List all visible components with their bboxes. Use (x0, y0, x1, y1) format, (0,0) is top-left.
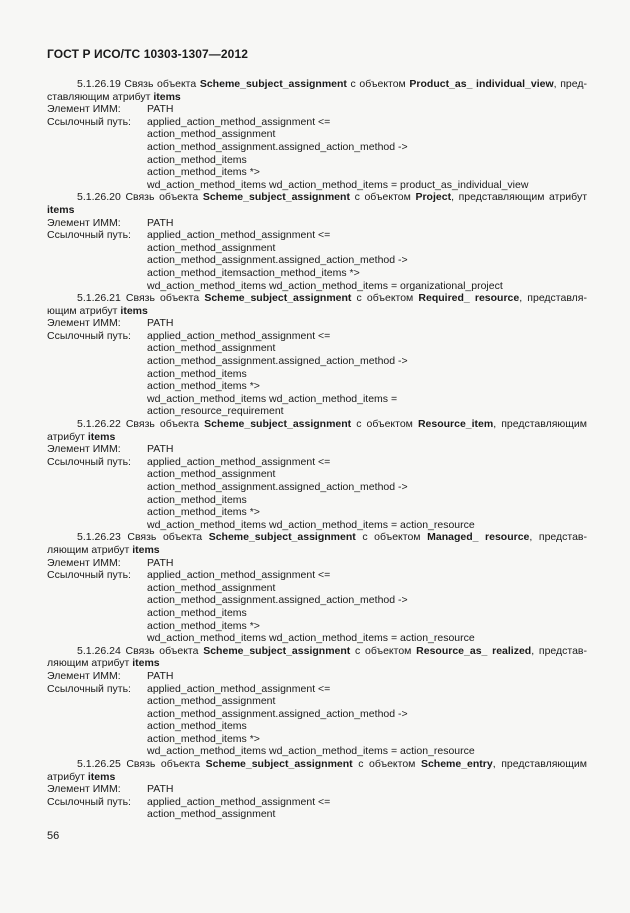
element-row (47, 670, 587, 683)
path-row (47, 745, 587, 758)
path-label-spacer (47, 393, 147, 406)
heading-text-before: Связь объекта (124, 78, 197, 90)
path-label-spacer (47, 141, 147, 154)
path-row (47, 569, 587, 582)
path-line: wd_action_method_items wd_action_method_items = action_resource (147, 745, 475, 758)
path-row (47, 116, 587, 129)
path-line: action_method_items (147, 367, 247, 380)
path-line: action_method_itemsaction_method_items *> (147, 266, 360, 279)
path-row (47, 494, 587, 507)
target-object-name: Product_as_ individual_view (409, 78, 554, 90)
heading-text-before: Связь объекта (125, 644, 199, 657)
element-value: PATH (147, 443, 174, 456)
path-label: Ссылочный путь: (47, 455, 131, 468)
path-line: action_method_items *> (147, 732, 260, 745)
mapping-section (47, 292, 587, 418)
object-name: Scheme_subject_assignment (203, 644, 351, 657)
target-object-name: Resource_as_ realized (416, 644, 532, 657)
path-label-spacer (47, 695, 147, 708)
section-number: 5.1.26.22 (77, 418, 121, 431)
element-value: PATH (147, 783, 174, 796)
section-heading (47, 292, 587, 317)
path-label-spacer (47, 154, 147, 167)
path-line: action_method_items (147, 720, 247, 733)
path-line: wd_action_method_items wd_action_method_items = action_resource (147, 518, 475, 531)
path-line: action_method_assignment (147, 468, 276, 481)
heading-text-before: Связь объекта (125, 418, 200, 431)
path-row (47, 380, 587, 393)
heading-text-mid: с объектом (350, 78, 406, 90)
path-row (47, 695, 587, 708)
path-label-spacer (47, 355, 147, 368)
section-number: 5.1.26.20 (77, 191, 121, 204)
section-heading (47, 418, 587, 443)
path-label-spacer (47, 745, 147, 758)
heading-text-after: , представляющим атрибут (47, 418, 587, 443)
path-line: wd_action_method_items wd_action_method_items = organizational_project (147, 279, 503, 292)
path-row (47, 683, 587, 696)
path-label-spacer (47, 808, 147, 821)
path-line: action_method_assignment (147, 128, 276, 141)
path-row (47, 229, 587, 242)
path-row (47, 179, 587, 192)
section-number: 5.1.26.25 (77, 758, 121, 771)
path-label-spacer (47, 632, 147, 645)
mapping-section (47, 191, 587, 292)
section-heading (47, 78, 587, 103)
path-label-spacer (47, 494, 147, 507)
path-line: action_method_items *> (147, 619, 260, 632)
path-line: applied_action_method_assignment <= (147, 795, 331, 808)
section-heading (47, 645, 587, 670)
element-label: Элемент ИММ: (47, 317, 121, 330)
attribute-name: items (87, 430, 116, 443)
path-line: wd_action_method_items wd_action_method_items = (147, 392, 398, 405)
path-line: action_method_assignment (147, 241, 276, 254)
element-value: PATH (147, 556, 174, 569)
path-row (47, 342, 587, 355)
element-row (47, 103, 587, 116)
path-row (47, 128, 587, 141)
path-line: action_method_items *> (147, 506, 260, 519)
heading-text-before: Связь объекта (125, 292, 200, 305)
path-row (47, 254, 587, 267)
section-heading (47, 531, 587, 556)
path-line: action_method_assignment.assigned_action_method -> (147, 140, 408, 153)
element-label: Элемент ИММ: (47, 556, 121, 569)
path-label: Ссылочный путь: (47, 682, 131, 695)
element-row (47, 783, 587, 796)
path-label-spacer (47, 405, 147, 418)
path-row (47, 330, 587, 343)
path-line: action_method_assignment.assigned_action_method -> (147, 707, 408, 720)
mapping-section (47, 78, 587, 191)
path-label-spacer (47, 380, 147, 393)
path-line: applied_action_method_assignment <= (147, 229, 331, 242)
object-name: Scheme_subject_assignment (205, 758, 353, 771)
path-label-spacer (47, 166, 147, 179)
path-row (47, 242, 587, 255)
heading-text-before: Связь объекта (127, 531, 203, 544)
heading-text-mid: с объектом (355, 644, 412, 657)
target-object-name: Project (415, 191, 452, 204)
heading-text-mid: с объектом (356, 418, 413, 431)
target-object-name: Managed_ resource (427, 531, 530, 544)
attribute-name: items (153, 90, 181, 103)
element-label: Элемент ИММ: (47, 443, 121, 456)
path-label-spacer (47, 607, 147, 620)
path-label-spacer (47, 368, 147, 381)
path-row (47, 708, 587, 721)
path-line: applied_action_method_assignment <= (147, 455, 331, 468)
path-label-spacer (47, 620, 147, 633)
path-row (47, 594, 587, 607)
heading-text-after: , представляющим атрибут (47, 758, 587, 783)
path-label-spacer (47, 267, 147, 280)
section-number: 5.1.26.23 (77, 531, 121, 544)
heading-text-after: , пред-ставляющим атрибут (47, 78, 587, 103)
element-value: PATH (147, 103, 174, 116)
attribute-name: items (132, 657, 160, 670)
path-row (47, 720, 587, 733)
heading-text-before: Связь объекта (125, 191, 199, 204)
path-row (47, 405, 587, 418)
attribute-name: items (132, 543, 160, 556)
path-row (47, 166, 587, 179)
path-line: applied_action_method_assignment <= (147, 569, 331, 582)
path-label: Ссылочный путь: (47, 795, 131, 808)
path-label-spacer (47, 582, 147, 595)
mapping-section (47, 531, 587, 644)
path-row (47, 368, 587, 381)
heading-text-before: Связь объекта (126, 758, 201, 771)
path-line: action_method_assignment (147, 581, 276, 594)
path-label: Ссылочный путь: (47, 329, 131, 342)
path-label-spacer (47, 519, 147, 532)
mapping-section (47, 418, 587, 531)
path-line: action_method_assignment (147, 342, 276, 355)
path-label-spacer (47, 733, 147, 746)
path-row (47, 620, 587, 633)
path-row (47, 280, 587, 293)
path-line: action_method_items (147, 606, 247, 619)
element-label: Элемент ИММ: (47, 216, 121, 229)
path-line: action_resource_requirement (147, 405, 284, 418)
path-line: action_method_items *> (147, 380, 260, 393)
path-line: action_method_assignment (147, 695, 276, 708)
element-row (47, 217, 587, 230)
path-label-spacer (47, 720, 147, 733)
path-label-spacer (47, 179, 147, 192)
path-row (47, 393, 587, 406)
path-label: Ссылочный путь: (47, 115, 131, 128)
path-row (47, 468, 587, 481)
element-row (47, 317, 587, 330)
target-object-name: Resource_item (417, 418, 494, 431)
mapping-section (47, 758, 587, 821)
element-value: PATH (147, 216, 174, 229)
document-body (47, 78, 587, 821)
path-row (47, 796, 587, 809)
attribute-name: items (120, 304, 148, 317)
path-line: wd_action_method_items wd_action_method_items = product_as_individual_view (147, 178, 529, 191)
element-value: PATH (147, 317, 174, 330)
path-label-spacer (47, 128, 147, 141)
element-value: PATH (147, 669, 174, 682)
object-name: Scheme_subject_assignment (204, 292, 352, 305)
element-label: Элемент ИММ: (47, 783, 121, 796)
path-row (47, 607, 587, 620)
object-name: Scheme_subject_assignment (204, 418, 352, 431)
path-row (47, 519, 587, 532)
heading-text-mid: с объектом (362, 531, 421, 544)
path-row (47, 141, 587, 154)
path-row (47, 481, 587, 494)
path-line: action_method_assignment.assigned_action_method -> (147, 254, 408, 267)
section-heading (47, 191, 587, 216)
target-object-name: Required_ resource (418, 292, 520, 305)
path-line: action_method_assignment.assigned_action_method -> (147, 594, 408, 607)
path-label-spacer (47, 280, 147, 293)
element-label: Элемент ИММ: (47, 669, 121, 682)
path-label-spacer (47, 594, 147, 607)
heading-text-mid: с объектом (356, 292, 414, 305)
heading-text-mid: с объектом (358, 758, 416, 771)
path-line: applied_action_method_assignment <= (147, 115, 331, 128)
path-line: action_method_items (147, 153, 247, 166)
path-row (47, 582, 587, 595)
path-line: action_method_assignment (147, 808, 276, 821)
path-label-spacer (47, 254, 147, 267)
page-number: 56 (47, 830, 60, 842)
section-number: 5.1.26.21 (77, 292, 121, 305)
path-row (47, 632, 587, 645)
path-row (47, 355, 587, 368)
path-label-spacer (47, 242, 147, 255)
heading-text-after: , представ-ляющим атрибут (47, 531, 587, 556)
target-object-name: Scheme_entry (420, 758, 493, 771)
mapping-section (47, 645, 587, 758)
element-label: Элемент ИММ: (47, 103, 121, 116)
path-row (47, 456, 587, 469)
heading-text-after: , представляющим атрибут (451, 191, 588, 204)
path-row (47, 154, 587, 167)
heading-text-after: , представ-ляющим атрибут (47, 644, 587, 670)
object-name: Scheme_subject_assignment (208, 531, 356, 544)
path-row (47, 506, 587, 519)
path-line: action_method_items (147, 493, 247, 506)
path-row (47, 267, 587, 280)
path-label-spacer (47, 506, 147, 519)
heading-text-mid: с объектом (354, 191, 411, 204)
element-row (47, 557, 587, 570)
attribute-name: items (47, 203, 75, 216)
path-label-spacer (47, 708, 147, 721)
section-heading (47, 758, 587, 783)
section-number: 5.1.26.24 (77, 644, 121, 657)
path-label: Ссылочный путь: (47, 569, 131, 582)
attribute-name: items (87, 770, 116, 783)
heading-text-after: , представля-ющим атрибут (47, 292, 587, 317)
path-row (47, 733, 587, 746)
path-label: Ссылочный путь: (47, 229, 131, 242)
path-line: action_method_assignment.assigned_action_method -> (147, 481, 408, 493)
path-line: action_method_items *> (147, 166, 260, 179)
object-name: Scheme_subject_assignment (202, 191, 350, 204)
path-label-spacer (47, 342, 147, 355)
path-line: applied_action_method_assignment <= (147, 329, 331, 342)
path-label-spacer (47, 468, 147, 481)
path-line: action_method_assignment.assigned_action_method -> (147, 355, 408, 368)
section-number: 5.1.26.19 (77, 78, 121, 90)
path-label-spacer (47, 481, 147, 494)
element-row (47, 443, 587, 456)
path-line: wd_action_method_items wd_action_method_items = action_resource (147, 632, 475, 645)
path-line: applied_action_method_assignment <= (147, 682, 331, 695)
path-row (47, 808, 587, 821)
object-name: Scheme_subject_assignment (199, 78, 347, 90)
document-header: ГОСТ Р ИСО/ТС 10303-1307—2012 (47, 47, 248, 61)
